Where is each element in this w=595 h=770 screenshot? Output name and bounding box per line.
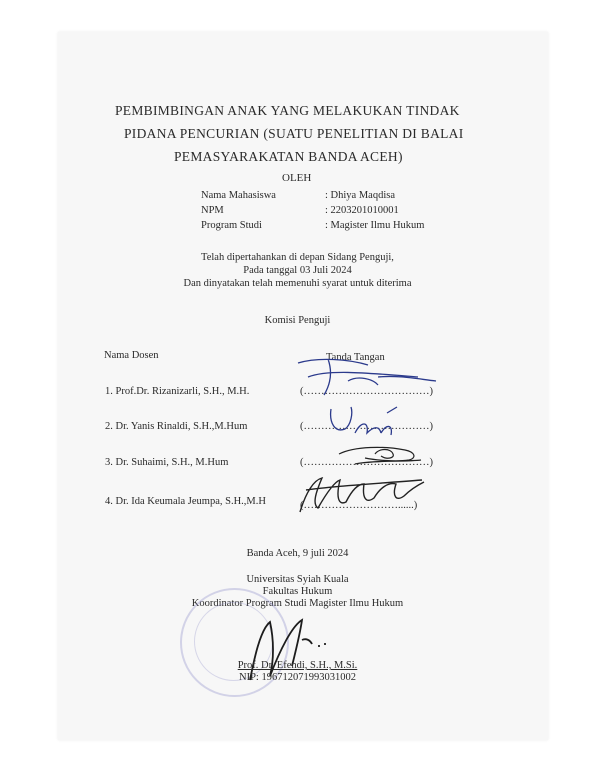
faculty-name: Fakultas Hukum bbox=[262, 586, 333, 597]
student-value-npm: : 2203201010001 bbox=[325, 205, 399, 216]
signature-examiner-3 bbox=[335, 440, 425, 468]
header-tanda-tangan: Tanda Tangan bbox=[326, 352, 385, 363]
coordinator-name: Prof. Dr. Efendi, S.H., M.Si. bbox=[237, 660, 358, 671]
committee-title: Komisi Penguji bbox=[264, 315, 331, 326]
student-value-name: : Dhiya Maqdisa bbox=[325, 190, 395, 201]
examiner-2-signature-line: (………………………………) bbox=[300, 421, 433, 432]
coordinator-role: Koordinator Program Studi Magister Ilmu Hukum bbox=[191, 598, 404, 609]
title-line-2: PIDANA PENCURIAN (SUATU PENELITIAN DI BALAI bbox=[124, 126, 464, 141]
place-date: Banda Aceh, 9 juli 2024 bbox=[246, 548, 349, 559]
signature-examiner-4 bbox=[292, 472, 432, 520]
title-line-1: PEMBIMBINGAN ANAK YANG MELAKUKAN TINDAK bbox=[115, 103, 460, 118]
title-line-3: PEMASYARAKATAN BANDA ACEH) bbox=[174, 149, 403, 164]
student-value-program: : Magister Ilmu Hukum bbox=[325, 220, 425, 231]
examiner-3-signature-line: (………………………………) bbox=[300, 457, 433, 468]
student-label-name: Nama Mahasiswa bbox=[201, 190, 276, 201]
student-label-program: Program Studi bbox=[201, 220, 262, 231]
coordinator-nip: NIP: 196712071993031002 bbox=[239, 672, 356, 683]
examiner-4-signature-line: (………………………......) bbox=[300, 500, 418, 511]
defense-line-1: Telah dipertahankan di depan Sidang Penguji, bbox=[201, 252, 394, 263]
signature-examiner-2 bbox=[325, 403, 405, 441]
oleh-label: OLEH bbox=[282, 172, 312, 184]
student-label-npm: NPM bbox=[201, 205, 224, 216]
defense-line-3: Dan dinyatakan telah memenuhi syarat untuk diterima bbox=[183, 278, 412, 289]
defense-line-2: Pada tanggal 03 Juli 2024 bbox=[243, 265, 352, 276]
examiner-4-name: 4. Dr. Ida Keumala Jeumpa, S.H.,M.H bbox=[105, 496, 266, 507]
examiner-2-name: 2. Dr. Yanis Rinaldi, S.H.,M.Hum bbox=[105, 421, 248, 432]
examiner-3-name: 3. Dr. Suhaimi, S.H., M.Hum bbox=[105, 457, 229, 468]
header-nama-dosen: Nama Dosen bbox=[104, 350, 159, 361]
examiner-1-name: 1. Prof.Dr. Rizanizarli, S.H., M.H. bbox=[105, 386, 250, 397]
university-name: Universitas Syiah Kuala bbox=[246, 574, 349, 585]
signature-examiner-1 bbox=[288, 355, 438, 403]
examiner-1-signature-line: (………………………………) bbox=[300, 386, 433, 397]
